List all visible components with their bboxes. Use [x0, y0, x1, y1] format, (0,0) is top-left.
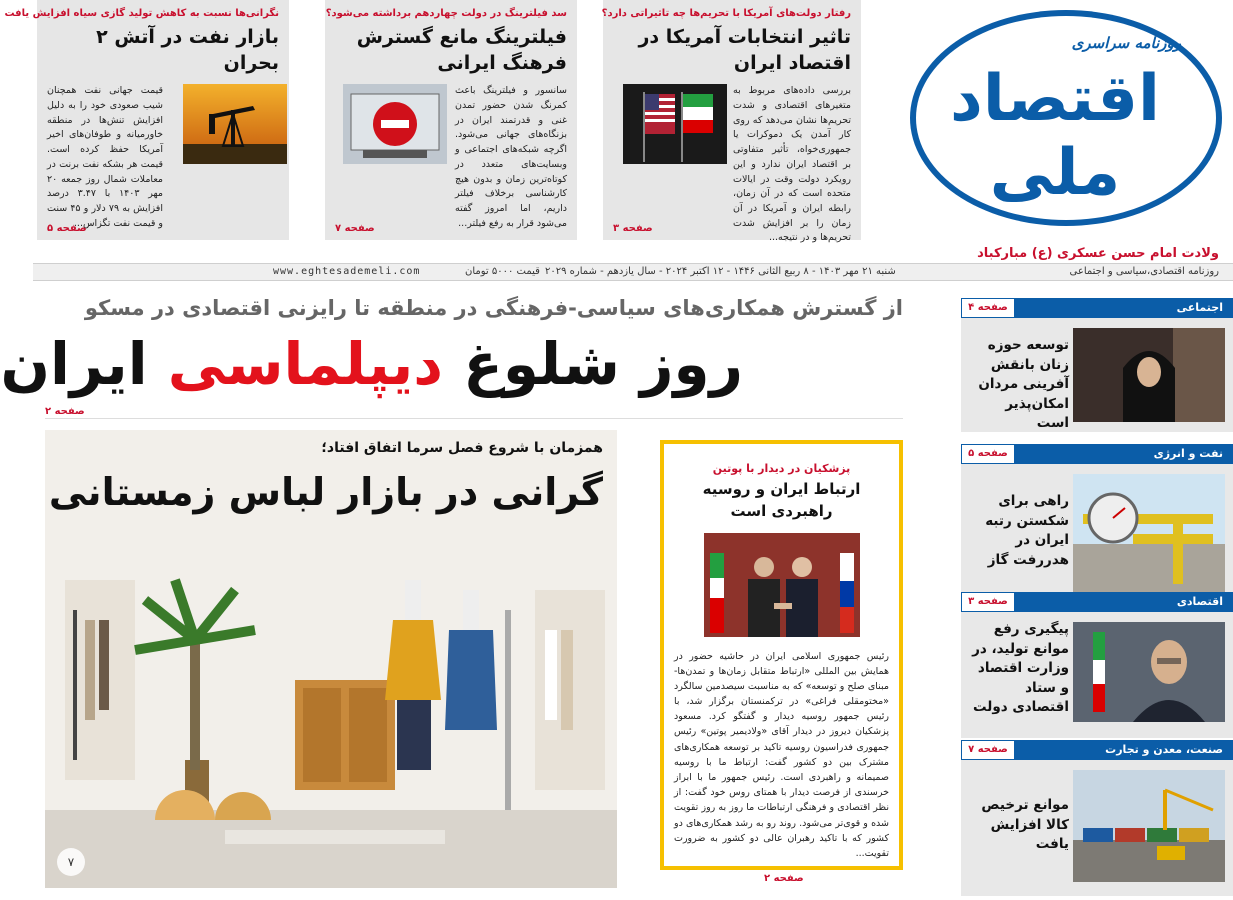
boxed-kicker: پزشکیان در دیدار با پوتین [712, 462, 851, 475]
feature-title[interactable]: گرانی در بازار لباس زمستانی [48, 470, 603, 514]
story-title[interactable]: فیلترینگ مانع گسترش فرهنگ ایرانی [356, 26, 567, 74]
section-page-ref[interactable]: صفحه ۷ [961, 740, 1015, 760]
top-story-oil-market[interactable] [4, 0, 289, 240]
leaders-handshake-photo [704, 533, 860, 637]
paper-sections: روزنامه اقتصادی،سیاسی و اجتماعی [1069, 266, 1219, 277]
feature-kicker: همزمان با شروع فصل سرما اتفاق افتاد؛ [321, 440, 603, 456]
story-title[interactable]: تاثیر انتخابات آمریکا در اقتصاد ایران [638, 26, 851, 74]
masthead [903, 0, 1233, 240]
top-story-filtering[interactable] [325, 0, 577, 240]
section-name: اجتماعی [1176, 301, 1223, 314]
woman-portrait-photo [1073, 328, 1225, 422]
section-name: اقتصادی [1176, 595, 1223, 608]
info-bar [33, 263, 1233, 281]
greeting-line: ولادت امام حسن عسکری (ع) مبارکباد [977, 246, 1219, 261]
story-text: بررسی داده‌های مربوط به متغیرهای اقتصادی و شدت تحریم‌ها نشان می‌دهد که روی کار آمدن یک دموکرات یا جمهوری‌خواه، تأثیر متفاوتی بر اقتصاد ایران ندارد و این رویکرد دولت وقت در ایالات متحده است که در آن زمان، رابطه ایران و آمریکا در آن زمان را بر افزایش شدت تحریم‌ها و در نتیجه... [733, 85, 851, 244]
sidebar-item-economic[interactable] [961, 592, 1233, 738]
lead-supertitle: از گسترش همکاری‌های سیاسی-فرهنگی در منطقه تا رایزنی اقتصادی در مسکو [84, 296, 903, 320]
story-page-ref[interactable]: صفحه ۷ [335, 223, 375, 234]
oil-pump-photo [183, 84, 287, 164]
section-page-ref[interactable]: صفحه ۵ [961, 444, 1015, 464]
story-page-ref[interactable]: صفحه ۵ [47, 223, 87, 234]
section-caption[interactable]: پیگیری رفع موانع تولید، در وزارت اقتصاد و ستاد اقتصادی دولت [972, 621, 1069, 716]
section-caption[interactable]: راهی برای شکستن رتبه ایران در هدررفت گاز [985, 493, 1069, 568]
section-caption[interactable]: موانع ترخیص کالا افزایش یافت [981, 797, 1069, 853]
flags-photo [623, 84, 727, 164]
boxed-title[interactable]: ارتباط ایران و روسیه راهبردی است [702, 480, 861, 520]
headline-part1: روز شلوغ [443, 330, 743, 398]
story-kicker: نگرانی‌ها نسبت به کاهش تولید گازی سیاه افزایش یافت [4, 8, 279, 19]
gas-pipeline-photo [1073, 474, 1225, 594]
feature-story[interactable] [45, 430, 617, 888]
price: قیمت ۵۰۰۰ تومان [465, 266, 540, 277]
headline-part2: ایران [0, 330, 168, 398]
page-number-badge: ۷ [57, 848, 85, 876]
top-story-us-election[interactable] [601, 0, 861, 244]
boxed-page-ref[interactable]: صفحه ۲ [760, 873, 808, 884]
minister-portrait-photo [1073, 622, 1225, 722]
headline-red: دیپلماسی [167, 330, 444, 398]
story-text: قیمت جهانی نفت همچنان شیب صعودی خود را به دلیل افزایش تنش‌ها در منطقه خاورمیانه و طوفان‌های اخیر آمریکا حفظ کرده است. قیمت هر بشکه نفت برنت در معاملات شمال روز جمعه ۲۰ مهر ۱۴۰۳ با ۳.۴۷ درصد افزایش به ۷۹ دلار و ۴۵ سنت و قیمت نفت تگزاس... [47, 85, 163, 229]
section-page-ref[interactable]: صفحه ۴ [961, 298, 1015, 318]
lead-headline[interactable] [0, 330, 743, 398]
boxed-text: رئیس جمهوری اسلامی ایران در حاشیه حضور در همایش بین المللی «ارتباط متقابل زمان‌ها و تمدن‌ها- مبنای صلح و توسعه» که به مناسبت سیصدمین سالگرد «مختومقلی فراغی» در ترکمنستان برگزار شد، با رئیس جمهور روسیه دیدار و گفتگو کرد. مسعود پزشکیان دیروز در دیدار آقای «ولادیمیر پوتین» رئیس جمهوری فدراسیون روسیه تاکید بر توسعه همکاری‌های مشترک بین دو کشور گفت: ارتباط ما با روسیه صمیمانه و راهبردی است. رئیس جمهور ما با ابراز خرسندی از فرصت دیدار با همتای روس خود گفت: از نظر اقتصادی و فرهنگی ارتباطات ما روز به روز تقویت شده و قوی‌تر می‌شود. روند رو به رشد همکاری‌های دو کشور که با تاکید رهبران عالی دو کشور به ضرورت تقویت... [674, 650, 889, 859]
story-kicker: سد فیلترینگ در دولت چهاردهم برداشته می‌شود؟ [325, 8, 567, 19]
no-entry-sign-photo [343, 84, 447, 164]
sidebar-item-oil-energy[interactable] [961, 444, 1233, 604]
masthead-subtitle: روزنامه سراسری [1071, 34, 1181, 52]
sidebar-item-social[interactable] [961, 298, 1233, 432]
section-name: صنعت، معدن و تجارت [1105, 743, 1223, 756]
story-page-ref[interactable]: صفحه ۳ [613, 223, 653, 234]
masthead-name: اقتصاد ملی [950, 62, 1160, 210]
divider [45, 418, 903, 419]
story-text: سانسور و فیلترینگ باعث کمرنگ شدن حضور تمدن غنی و قدرتمند ایران در بزنگاه‌های جهانی می‌شود. اگرچه شبکه‌های اجتماعی و وبسایت‌های متعدد در کوتاه‌ترین زمان و بدون هیچ کارشناسی برخلاف فیلتر داریم، اما امروز گفته می‌شود قرار به رفع فیلتر... [455, 85, 567, 229]
dateline: شنبه ۲۱ مهر ۱۴۰۳ - ۸ ربیع الثانی ۱۴۴۶ - ۱۲ اکتبر ۲۰۲۴ - سال یازدهم - شماره ۲۰۲۹ [545, 266, 896, 277]
story-kicker: رفتار دولت‌های آمریکا با تحریم‌ها چه تاثیراتی دارد؟ [601, 8, 851, 19]
boxed-story[interactable] [660, 440, 903, 884]
story-title[interactable]: بازار نفت در آتش ۲ بحران [96, 26, 279, 74]
section-page-ref[interactable]: صفحه ۳ [961, 592, 1015, 612]
sidebar-item-industry[interactable] [961, 740, 1233, 896]
port-cargo-photo [1073, 770, 1225, 882]
section-caption[interactable]: توسعه حوزه زنان بانقش آفرینی مردان امکان‌پذیر است [978, 337, 1069, 432]
lead-page-ref[interactable]: صفحه ۲ [45, 406, 85, 417]
website-link[interactable]: www.eghtesademeli.com [273, 266, 421, 277]
section-name: نفت و انرژی [1153, 447, 1223, 460]
